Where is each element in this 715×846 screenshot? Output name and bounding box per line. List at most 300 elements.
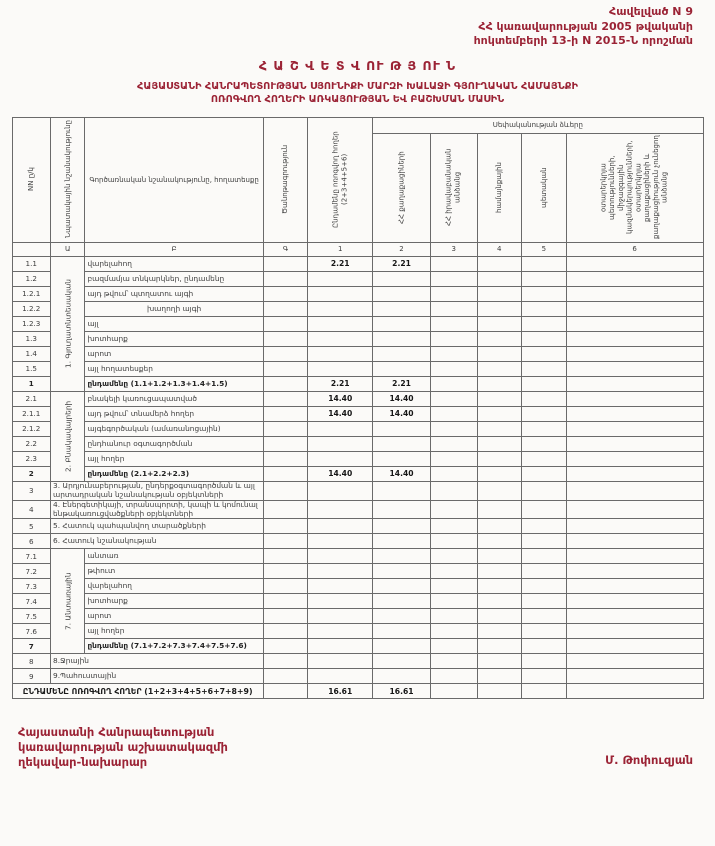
appendix-line-1: Հավելված N 9 <box>609 5 693 18</box>
cell-value <box>522 346 567 361</box>
cell-value <box>373 421 431 436</box>
cell-value <box>566 376 703 391</box>
cell-value <box>373 271 431 286</box>
row-label: վարելահող <box>85 579 263 594</box>
cell-value <box>308 436 373 451</box>
cell-value <box>522 669 567 684</box>
col-letter: Գ <box>263 242 308 256</box>
table-row <box>12 271 703 286</box>
cell-note <box>263 256 308 271</box>
row-label: 9.Պահուստային <box>51 669 264 684</box>
row-label: խաղողի այգի <box>85 301 263 316</box>
cell-value <box>566 654 703 669</box>
report-table-body <box>12 256 703 699</box>
cell-value <box>373 579 431 594</box>
cell-value <box>477 534 522 549</box>
cell-value <box>373 331 431 346</box>
col-header-nn: NN ը/կ <box>12 117 51 242</box>
row-number: 7.1 <box>12 549 51 564</box>
cell-value <box>566 579 703 594</box>
cell-note <box>263 684 308 699</box>
cell-value <box>522 500 567 519</box>
cell-value <box>477 376 522 391</box>
cell-value <box>308 316 373 331</box>
cell-value <box>477 406 522 421</box>
cell-value <box>308 564 373 579</box>
cell-value <box>477 669 522 684</box>
row-label: 8.Ջրային <box>51 654 264 669</box>
cell-note <box>263 346 308 361</box>
table-row <box>12 639 703 654</box>
row-number: 2.2 <box>12 436 51 451</box>
cell-note <box>263 654 308 669</box>
cell-value <box>373 361 431 376</box>
cell-value <box>308 286 373 301</box>
cell-value <box>308 421 373 436</box>
cell-value <box>566 391 703 406</box>
grand-total-label: ԸՆԴԱՄԵՆԸ ՈՌՈԳՎՈՂ ՀՈՂԵՐ (1+2+3+4+5+6+7+8+9) <box>12 684 263 699</box>
cell-value <box>522 594 567 609</box>
cell-value <box>430 406 477 421</box>
row-label: բնակելի կառուցապատված <box>85 391 263 406</box>
cell-value <box>430 684 477 699</box>
table-row <box>12 500 703 519</box>
cell-note <box>263 481 308 500</box>
cell-value: 14.40 <box>308 466 373 481</box>
table-row <box>12 654 703 669</box>
cell-value <box>430 391 477 406</box>
cell-value <box>373 609 431 624</box>
cell-value <box>477 331 522 346</box>
cell-value <box>430 549 477 564</box>
table-row <box>12 316 703 331</box>
signatory-title-line-2: կառավարության աշխատակազմի <box>18 740 228 755</box>
cell-value <box>477 594 522 609</box>
category-label: 7. Անտառային <box>51 549 85 654</box>
cell-value <box>430 500 477 519</box>
cell-value: 2.21 <box>373 256 431 271</box>
cell-value <box>430 346 477 361</box>
cell-value <box>566 624 703 639</box>
cell-note <box>263 316 308 331</box>
row-number: 8 <box>12 654 51 669</box>
cell-value <box>566 331 703 346</box>
cell-value <box>477 579 522 594</box>
cell-value <box>522 639 567 654</box>
cell-note <box>263 301 308 316</box>
col-letter: 5 <box>522 242 567 256</box>
cell-note <box>263 624 308 639</box>
col-letter: Բ <box>85 242 263 256</box>
cell-value <box>373 436 431 451</box>
page-subtitle-1: ՀԱՅԱՍՏԱՆԻ ՀԱՆՐԱՊԵՏՈՒԹՅԱՆ ՍՅՈՒՆԻՔԻ ՄԱՐԶԻ ԽԱԼԱՋԻ ԳՅՈՒՂԱԿԱՆ ՀԱՄԱՅՆՔԻ <box>136 80 579 92</box>
col-header-landtype: Գործառնական նշանակությունը, հողատեսքը <box>85 117 263 242</box>
cell-value <box>430 301 477 316</box>
cell-value: 14.40 <box>373 406 431 421</box>
cell-value <box>522 549 567 564</box>
cell-value <box>430 609 477 624</box>
cell-value <box>522 534 567 549</box>
cell-value: 2.21 <box>308 376 373 391</box>
row-label: այլ <box>85 316 263 331</box>
col-letter: 4 <box>477 242 522 256</box>
cell-value <box>566 316 703 331</box>
row-label: անտառ <box>85 549 263 564</box>
cell-value <box>566 406 703 421</box>
table-row <box>12 609 703 624</box>
col-letter: 2 <box>373 242 431 256</box>
footer-block <box>8 725 707 770</box>
cell-value <box>522 316 567 331</box>
cell-value <box>308 271 373 286</box>
row-number: 3 <box>12 481 51 500</box>
cell-note <box>263 406 308 421</box>
cell-value <box>477 564 522 579</box>
cell-value: 14.40 <box>373 391 431 406</box>
page-subtitle-2: ՈՌՈԳՎՈՂ ՀՈՂԵՐԻ ԱՌԿԱՅՈՒԹՅԱՆ ԵՎ ԲԱՇԽՄԱՆ ՄԱՍԻՆ <box>210 93 505 105</box>
cell-note <box>263 609 308 624</box>
row-label: այգեգործական (ամառանոցային) <box>85 421 263 436</box>
cell-value <box>430 594 477 609</box>
cell-value <box>308 639 373 654</box>
cell-value <box>308 549 373 564</box>
row-label: արոտ <box>85 346 263 361</box>
cell-value <box>522 286 567 301</box>
cell-value <box>430 639 477 654</box>
cell-note <box>263 564 308 579</box>
row-label: խոտհարք <box>85 331 263 346</box>
cell-value <box>373 286 431 301</box>
row-number: 1.2.2 <box>12 301 51 316</box>
cell-value <box>566 466 703 481</box>
cell-value <box>477 481 522 500</box>
table-row <box>12 421 703 436</box>
table-row <box>12 391 703 406</box>
row-label: այլ հողատեսքեր <box>85 361 263 376</box>
cell-value <box>522 579 567 594</box>
row-label: 3. Արդյունաբերության, ընդերքօգտագործման և այլ արտադրական նշանակության օբյեկտների <box>51 481 264 500</box>
cell-value <box>373 594 431 609</box>
cell-value <box>566 436 703 451</box>
cell-value <box>522 421 567 436</box>
cell-value <box>430 669 477 684</box>
cell-value <box>373 639 431 654</box>
cell-value <box>308 361 373 376</box>
table-row <box>12 436 703 451</box>
cell-value <box>566 481 703 500</box>
signatory-title <box>18 725 228 770</box>
row-number: 1.1 <box>12 256 51 271</box>
row-label: ընդամենը (7.1+7.2+7.3+7.4+7.5+7.6) <box>85 639 263 654</box>
cell-note <box>263 286 308 301</box>
col-header-legal-entities: ՀՀ իրավաբանական անձանց <box>430 133 477 242</box>
cell-value <box>477 466 522 481</box>
cell-value <box>373 654 431 669</box>
cell-value <box>566 286 703 301</box>
table-row <box>12 624 703 639</box>
row-number: 1.3 <box>12 331 51 346</box>
cell-note <box>263 534 308 549</box>
row-number: 2.1.1 <box>12 406 51 421</box>
page-title: Հ Ա Շ Վ Ե Տ Վ ՈՒ Թ Յ ՈՒ Ն <box>258 57 457 73</box>
cell-value <box>566 500 703 519</box>
table-row <box>12 301 703 316</box>
category-label: 1. Գյուղատնտեսական <box>51 256 85 391</box>
cell-value <box>308 624 373 639</box>
cell-value <box>522 481 567 500</box>
cell-value <box>477 684 522 699</box>
cell-value: 2.21 <box>308 256 373 271</box>
signatory-name: Մ. Թոփուզյան <box>605 753 693 768</box>
cell-value <box>430 466 477 481</box>
row-label: խոտհարք <box>85 594 263 609</box>
cell-value <box>308 579 373 594</box>
cell-value <box>522 406 567 421</box>
cell-value <box>566 361 703 376</box>
cell-value <box>308 481 373 500</box>
row-number: 2.1 <box>12 391 51 406</box>
cell-value <box>430 519 477 534</box>
cell-note <box>263 519 308 534</box>
cell-value <box>477 519 522 534</box>
row-label: բազմամյա տնկարկներ, ընդամենը <box>85 271 263 286</box>
row-label: արոտ <box>85 609 263 624</box>
cell-value <box>522 519 567 534</box>
appendix-line-2: ՀՀ կառավարության 2005 թվականի <box>478 19 693 33</box>
cell-value <box>522 466 567 481</box>
cell-value <box>430 316 477 331</box>
cell-value <box>522 391 567 406</box>
row-number: 2.3 <box>12 451 51 466</box>
row-number: 1 <box>12 376 51 391</box>
cell-value <box>566 346 703 361</box>
cell-value <box>308 534 373 549</box>
cell-value: 16.61 <box>373 684 431 699</box>
cell-value <box>430 481 477 500</box>
cell-value <box>308 451 373 466</box>
col-letter: 3 <box>430 242 477 256</box>
cell-value <box>477 549 522 564</box>
cell-note <box>263 271 308 286</box>
cell-value <box>477 609 522 624</box>
row-label: այդ թվում՝ տնամերձ հողեր <box>85 406 263 421</box>
cell-value <box>522 624 567 639</box>
row-number: 1.5 <box>12 361 51 376</box>
cell-value <box>430 271 477 286</box>
cell-value <box>477 346 522 361</box>
report-table-head <box>12 117 703 256</box>
cell-value <box>430 361 477 376</box>
row-number: 7.5 <box>12 609 51 624</box>
cell-value <box>430 451 477 466</box>
cell-note <box>263 639 308 654</box>
cell-value <box>477 500 522 519</box>
cell-value <box>430 331 477 346</box>
cell-value <box>566 639 703 654</box>
cell-value: 14.40 <box>308 391 373 406</box>
row-label: 6. Հատուկ նշանակության <box>51 534 264 549</box>
col-header-community: համայնքային <box>477 133 522 242</box>
cell-note <box>263 594 308 609</box>
cell-value <box>308 594 373 609</box>
cell-value <box>308 609 373 624</box>
cell-note <box>263 466 308 481</box>
cell-value <box>373 301 431 316</box>
category-label: 2. Բնակավայրերի <box>51 391 85 481</box>
cell-value <box>430 376 477 391</box>
cell-value: 16.61 <box>308 684 373 699</box>
cell-value: 14.40 <box>308 406 373 421</box>
appendix-line-3: հոկտեմբերի 13-ի N 2015-Ն որոշման <box>473 34 693 48</box>
title-block <box>8 58 707 106</box>
report-table <box>12 117 704 700</box>
row-number: 7.6 <box>12 624 51 639</box>
row-number: 1.2 <box>12 271 51 286</box>
col-header-state: պետական <box>522 133 567 242</box>
row-number: 1.4 <box>12 346 51 361</box>
cell-note <box>263 376 308 391</box>
table-row <box>12 376 703 391</box>
row-number: 1.2.1 <box>12 286 51 301</box>
row-number: 1.2.3 <box>12 316 51 331</box>
cell-value <box>522 361 567 376</box>
cell-value <box>308 669 373 684</box>
row-number: 7.2 <box>12 564 51 579</box>
table-row <box>12 684 703 699</box>
cell-note <box>263 451 308 466</box>
cell-note <box>263 361 308 376</box>
row-number: 2.1.2 <box>12 421 51 436</box>
cell-value <box>308 500 373 519</box>
cell-value <box>430 421 477 436</box>
cell-value <box>477 436 522 451</box>
cell-value <box>566 609 703 624</box>
table-row <box>12 594 703 609</box>
row-number: 7.3 <box>12 579 51 594</box>
table-row <box>12 466 703 481</box>
cell-value: 2.21 <box>373 376 431 391</box>
cell-value <box>522 301 567 316</box>
table-row <box>12 534 703 549</box>
cell-value <box>522 256 567 271</box>
cell-value <box>430 564 477 579</box>
cell-value <box>522 451 567 466</box>
cell-value <box>522 376 567 391</box>
cell-value <box>522 654 567 669</box>
cell-value <box>566 256 703 271</box>
cell-value <box>308 654 373 669</box>
cell-value <box>522 436 567 451</box>
cell-value <box>373 549 431 564</box>
row-number: 4 <box>12 500 51 519</box>
table-row <box>12 549 703 564</box>
row-number: 2 <box>12 466 51 481</box>
cell-value <box>373 534 431 549</box>
col-header-citizens: ՀՀ քաղաքացիների <box>373 133 431 242</box>
cell-note <box>263 669 308 684</box>
cell-value <box>477 256 522 271</box>
cell-value: 14.40 <box>373 466 431 481</box>
signatory-title-line-3: ղեկավար-նախարար <box>18 755 148 770</box>
col-header-total-irrigated: Ընդամենը ոռոգվող հողեր (2+3+4+5+6) <box>308 117 373 242</box>
cell-value <box>522 564 567 579</box>
cell-value <box>373 624 431 639</box>
row-number: 6 <box>12 534 51 549</box>
table-row <box>12 361 703 376</box>
cell-note <box>263 391 308 406</box>
col-letter: 1 <box>308 242 373 256</box>
cell-note <box>263 421 308 436</box>
cell-value <box>430 436 477 451</box>
cell-note <box>263 549 308 564</box>
cell-value <box>477 639 522 654</box>
cell-value <box>477 624 522 639</box>
cell-value <box>477 316 522 331</box>
table-row <box>12 256 703 271</box>
cell-value <box>566 519 703 534</box>
table-row <box>12 481 703 500</box>
table-row <box>12 669 703 684</box>
cell-note <box>263 500 308 519</box>
cell-value <box>522 609 567 624</box>
row-label: այլ հողեր <box>85 451 263 466</box>
cell-value <box>477 451 522 466</box>
table-row <box>12 331 703 346</box>
cell-value <box>566 534 703 549</box>
cell-value <box>566 271 703 286</box>
row-label: ընդամենը (1.1+1.2+1.3+1.4+1.5) <box>85 376 263 391</box>
cell-value <box>477 391 522 406</box>
cell-value <box>430 286 477 301</box>
cell-value <box>308 346 373 361</box>
cell-value <box>566 564 703 579</box>
row-label: վարելահող <box>85 256 263 271</box>
cell-value <box>308 331 373 346</box>
row-label: 5. Հատուկ պահպանվող տարածքների <box>51 519 264 534</box>
cell-note <box>263 436 308 451</box>
row-label: ընդամենը (2.1+2.2+2.3) <box>85 466 263 481</box>
cell-value <box>373 500 431 519</box>
cell-value <box>430 579 477 594</box>
table-row <box>12 519 703 534</box>
row-number: 7 <box>12 639 51 654</box>
row-label: թփուտ <box>85 564 263 579</box>
cell-value <box>308 519 373 534</box>
row-number: 9 <box>12 669 51 684</box>
table-row <box>12 451 703 466</box>
table-row <box>12 346 703 361</box>
cell-value <box>308 301 373 316</box>
cell-value <box>477 361 522 376</box>
cell-value <box>373 481 431 500</box>
cell-value <box>566 684 703 699</box>
cell-value <box>373 451 431 466</box>
cell-value <box>566 301 703 316</box>
cell-value <box>566 451 703 466</box>
signatory-title-line-1: Հայաստանի Հանրապետության <box>18 725 215 740</box>
col-header-purpose: Նպատակային նշանակությունը <box>51 117 85 242</box>
appendix-block <box>8 5 707 49</box>
cell-value <box>566 594 703 609</box>
cell-value <box>373 316 431 331</box>
cell-value <box>430 624 477 639</box>
column-letters-row <box>12 242 703 256</box>
table-row <box>12 406 703 421</box>
row-label: այլ հողեր <box>85 624 263 639</box>
cell-value <box>373 519 431 534</box>
cell-value <box>430 256 477 271</box>
col-header-note: Ծանոթագրություն <box>263 117 308 242</box>
